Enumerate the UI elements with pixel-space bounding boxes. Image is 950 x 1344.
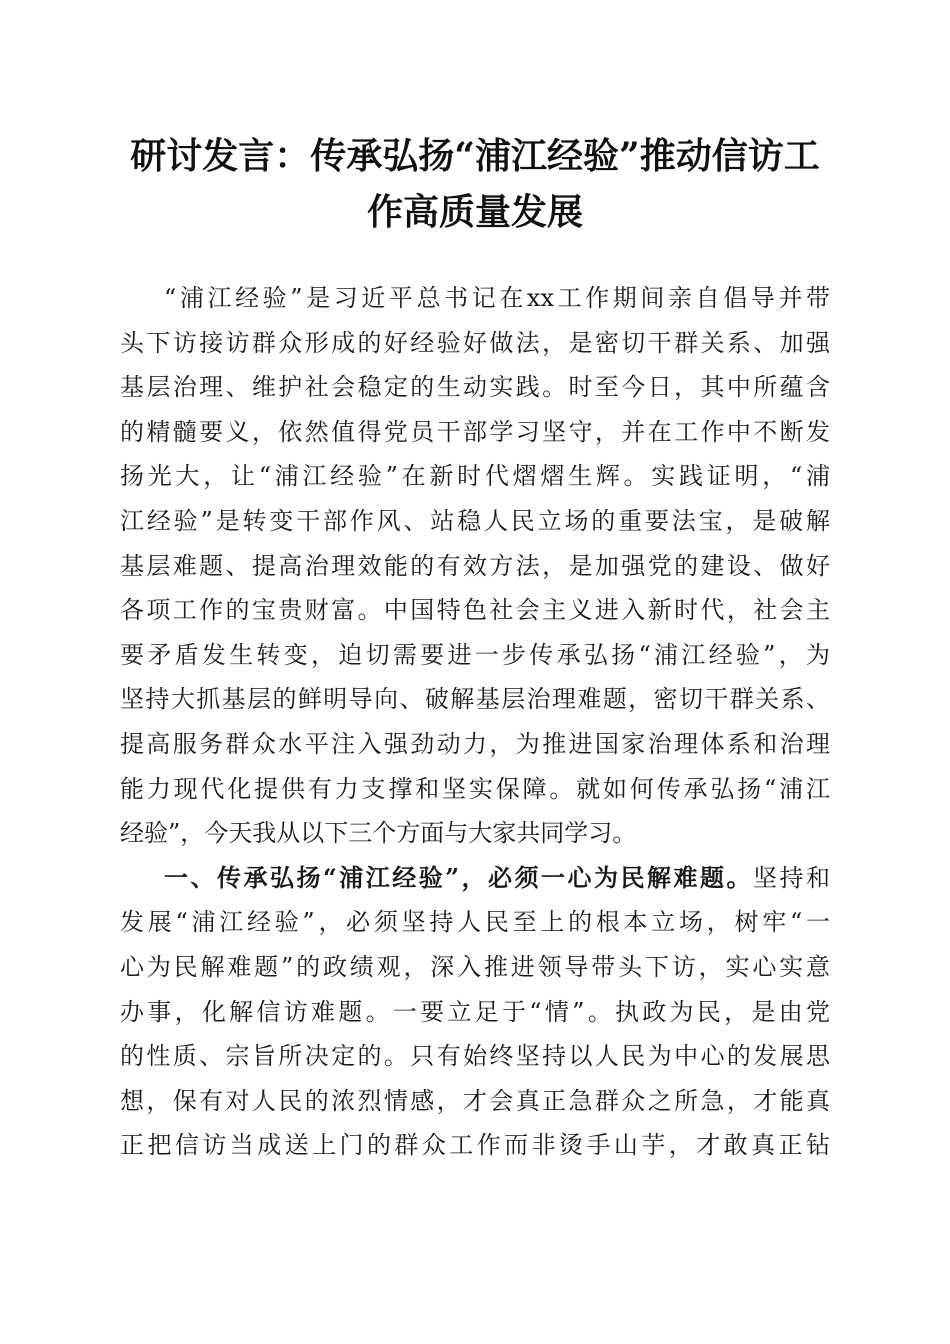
text-line: 江经验”是转变干部作风、站稳人民立场的重要法宝，是破解 [120,506,830,535]
paragraph-intro [120,276,830,856]
text-line: 办事，化解信访难题。一要立足于“情”。执政为民，是由党 [120,997,830,1026]
text-line: 头下访接访群众形成的好经验好做法，是密切干群关系、加强 [120,328,830,357]
text-line: 坚持大抓基层的鲜明导向、破解基层治理难题，密切干群关系、 [120,685,830,714]
text-line: 要矛盾发生转变，迫切需要进一步传承弘扬“浦江经验”，为 [120,640,830,669]
text-line: 基层治理、维护社会稳定的生动实践。时至今日，其中所蕴含 [120,373,830,402]
text-line: 基层难题、提高治理效能的有效方法，是加强党的建设、做好 [120,551,830,580]
paragraph-section-1 [120,856,830,1168]
section-heading: 一、传承弘扬“浦江经验”，必须一心为民解难题。 [164,862,754,892]
text-line: 各项工作的宝贵财富。中国特色社会主义进入新时代，社会主 [120,596,830,625]
document-body [120,276,830,1168]
text-line: 的性质、宗旨所决定的。只有始终坚持以人民为中心的发展思 [120,1042,830,1071]
section-1-first-line [120,856,830,901]
text-line: 心为民解难题”的政绩观，深入推进领导带头下访，实心实意 [120,952,830,981]
section-1-first-line-rest: 坚持和 [753,863,831,892]
text-line: 正把信访当成送上门的群众工作而非烫手山芋，才敢真正钻 [120,1131,830,1160]
text-line: 经验”，今天我从以下三个方面与大家共同学习。 [120,819,637,848]
document-title [100,128,850,240]
text-line: 的精髓要义，依然值得党员干部学习坚守，并在工作中不断发 [120,417,830,446]
text-line: 发展“浦江经验”，必须坚持人民至上的根本立场，树牢“一 [120,908,830,937]
title-line-1: 研讨发言：传承弘扬“浦江经验”推动信访工 [130,135,820,177]
text-line: 提高服务群众水平注入强劲动力，为推进国家治理体系和治理 [120,729,830,758]
text-line: 想，保有对人民的浓烈情感，才会真正急群众之所急，才能真 [120,1086,830,1115]
text-line: 能力现代化提供有力支撑和坚实保障。就如何传承弘扬“浦江 [120,774,830,803]
text-line: “浦江经验”是习近平总书记在xx工作期间亲自倡导并带 [164,284,830,312]
text-line: 扬光大，让“浦江经验”在新时代熠熠生辉。实践证明，“浦 [120,462,830,491]
title-line-2: 作高质量发展 [366,191,583,233]
